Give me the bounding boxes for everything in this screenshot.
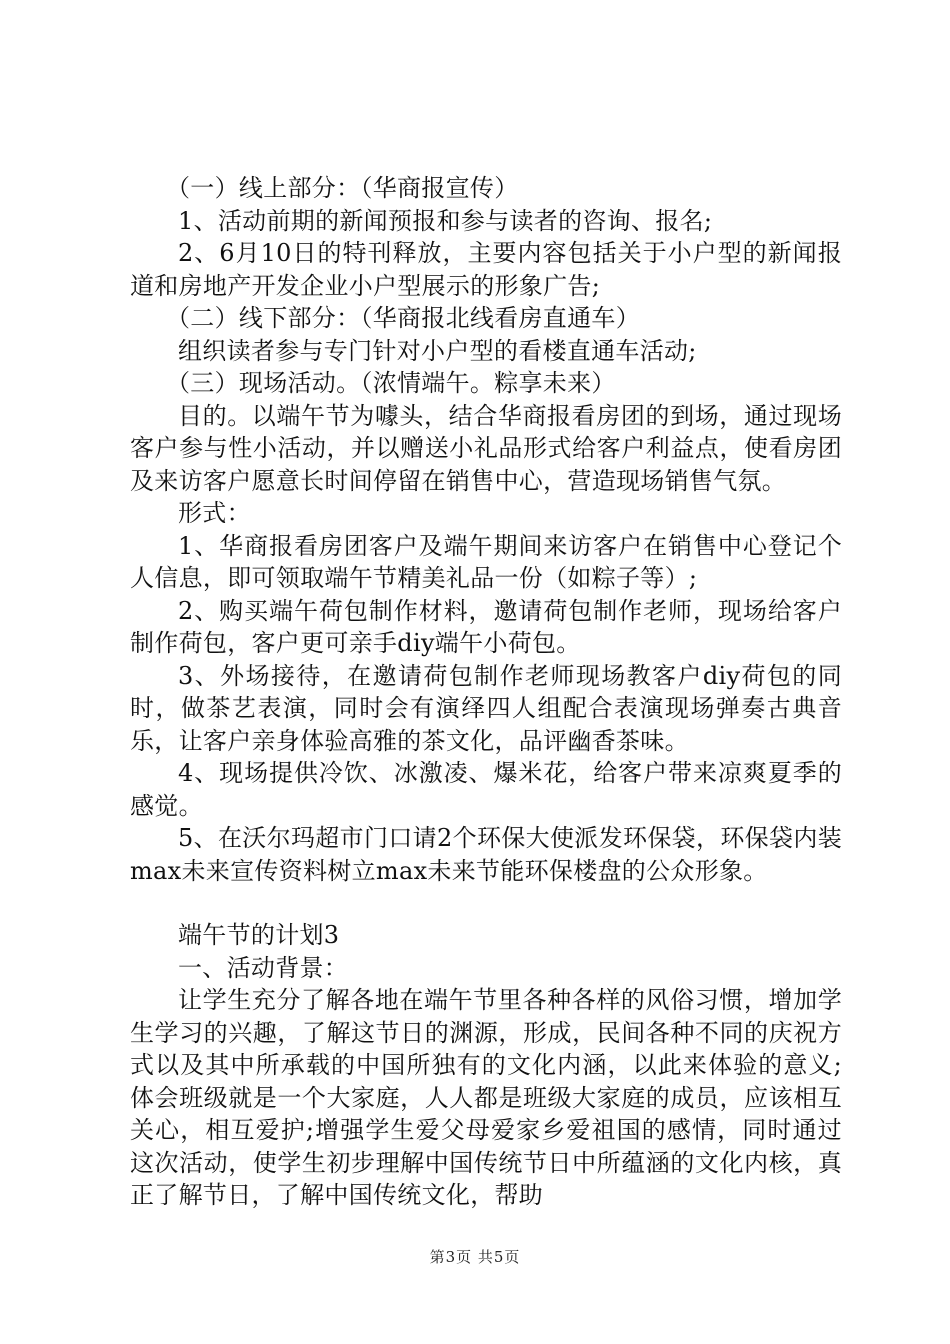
- paragraph: 目的。以端午节为噱头，结合华商报看房团的到场，通过现场客户参与性小活动，并以赠送小礼品形式给客户利益点，使看房团及来访客户愿意长时间停留在销售中心，营造现场销售气氛。: [130, 401, 842, 495]
- plan-title: 端午节的计划3: [178, 921, 340, 949]
- section-heading-online: （一）线上部分：（华商报宣传）: [166, 174, 519, 202]
- paragraph: 5、在沃尔玛超市门口请2个环保大使派发环保袋，环保袋内装max未来宣传资料树立max未来节能环保楼盘的公众形象。: [130, 824, 842, 885]
- section-heading-onsite: （三）现场活动。（浓情端午。粽享未来）: [166, 369, 616, 397]
- section-heading-offline: （二）线下部分：（华商报北线看房直通车）: [166, 304, 640, 332]
- paragraph-gap: [130, 887, 842, 919]
- paragraph: 组织读者参与专门针对小户型的看楼直通车活动;: [178, 336, 697, 365]
- page-footer: 第3页 共5页: [429, 1248, 521, 1266]
- paragraph: 让学生充分了解各地在端午节里各种各样的风俗习惯，增加学生学习的兴趣，了解这节日的渊源，形成，民间各种不同的庆祝方式以及其中所承载的中国所独有的文化内涵，以此来体验的意义;体会班级就是一个大家庭，人人都是班级大家庭的成员，应该相互关心，相互爱护;增强学生爱父母爱家乡爱祖国的感情，同时通过这次活动，使学生初步理解中国传统节日中所蕴涵的文化内核，真正了解节日，了解中国传统文化，帮助: [130, 986, 842, 1209]
- paragraph: 4、现场提供冷饮、冰激凌、爆米花，给客户带来凉爽夏季的感觉。: [130, 759, 842, 820]
- paragraph: 1、活动前期的新闻预报和参与读者的咨询、报名;: [178, 206, 713, 235]
- document-body: [130, 172, 842, 1212]
- paragraph: 1、华商报看房团客户及端午期间来访客户在销售中心登记个人信息，即可领取端午节精美礼品一份（如粽子等）;: [130, 531, 842, 592]
- section-heading-background: 一、活动背景：: [178, 953, 349, 982]
- paragraph: 2、购买端午荷包制作材料，邀请荷包制作老师，现场给客户制作荷包，客户更可亲手diy端午小荷包。: [130, 596, 842, 657]
- paragraph: 形式：: [178, 499, 251, 527]
- paragraph: 3、外场接待，在邀请荷包制作老师现场教客户diy荷包的同时，做茶艺表演，同时会有演绎四人组配合表演现场弹奏古典音乐，让客户亲身体验高雅的茶文化，品评幽香茶味。: [130, 661, 842, 755]
- paragraph: 2、6月10日的特刊释放，主要内容包括关于小户型的新闻报道和房地产开发企业小户型展示的形象广告;: [130, 239, 842, 300]
